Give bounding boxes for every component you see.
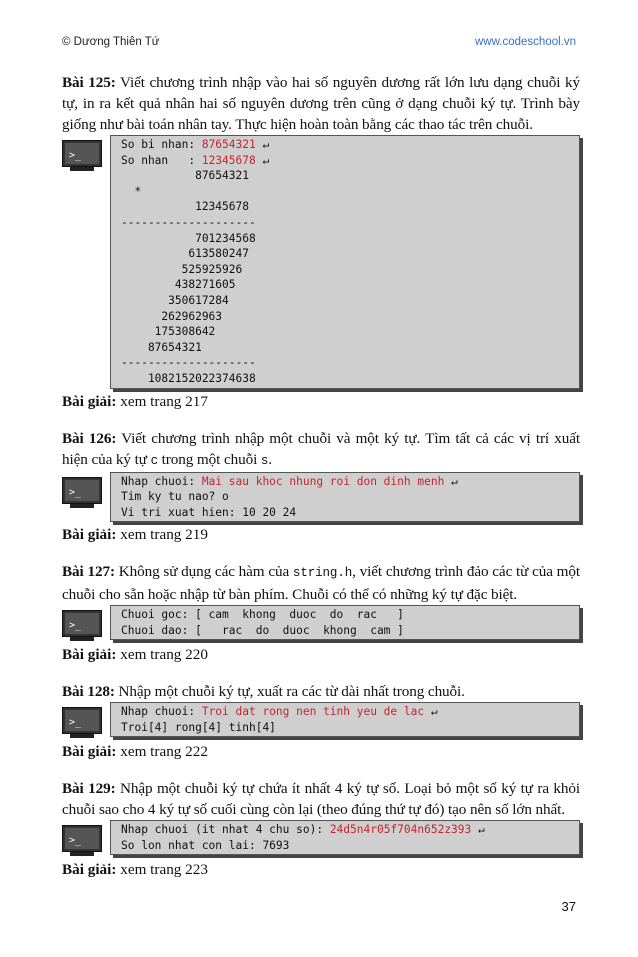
terminal-sample: [62, 605, 580, 642]
terminal-sample: [62, 702, 580, 739]
problem-statement: Bài 127: Không sử dụng các hàm của string.h, viết chương trình đảo các từ của một chuỗi cho sẵn hoặc nhập từ bàn phím. Chuỗi có thể có những ký tự đặc biệt.: [62, 563, 581, 604]
user-input-text: 12345678: [201, 153, 256, 167]
terminal-line: 1082152022374638: [121, 371, 256, 385]
solution-ref: Bài giải: xem trang 217: [62, 392, 208, 410]
terminal-output: [110, 135, 580, 389]
terminal-line: Tim ky tu nao? o: [121, 490, 229, 504]
svg-text:>_: >_: [69, 717, 82, 729]
terminal-line: 87654321: [121, 340, 202, 354]
terminal-line: Nhap chuoi: Troi dat rong nen tinh yeu de lac ↵: [121, 705, 438, 719]
solution-ref: Bài giải: xem trang 219: [62, 526, 208, 544]
user-input-text: Troi dat rong nen tinh yeu de lac: [201, 705, 425, 719]
svg-text:>_: >_: [69, 620, 82, 632]
terminal-sample: [62, 135, 580, 389]
enter-key-icon: ↵: [444, 474, 458, 488]
header-website-link[interactable]: www.codeschool.vn: [475, 36, 576, 48]
problem-statement: Bài 128: Nhập một chuỗi ký tự, xuất ra các từ dài nhất trong chuỗi.: [62, 683, 465, 701]
user-input-text: 24d5n4r05f704n652z393: [329, 823, 472, 837]
problem-127: [62, 561, 580, 665]
terminal-line: Nhap chuoi (it nhat 4 chu so): 24d5n4r05f704n652z393 ↵: [121, 823, 485, 837]
terminal-line: So lon nhat con lai: 7693: [121, 838, 290, 852]
svg-text:>_: >_: [69, 486, 82, 498]
enter-key-icon: ↵: [471, 823, 485, 837]
terminal-line: Nhap chuoi: Mai sau khoc nhung roi don dinh menh ↵: [121, 474, 458, 488]
solution-ref: Bài giải: xem trang 220: [62, 646, 208, 664]
problem-125: [62, 72, 580, 412]
terminal-icon: [62, 825, 102, 857]
terminal-line: 438271605: [121, 278, 236, 292]
terminal-line: 701234568: [121, 231, 256, 245]
problem-statement: Bài 125: Viết chương trình nhập vào hai số nguyên dương rất lớn lưu dạng chuỗi ký tự, in ra kết quả nhân hai số nguyên dương trên cũng ở dạng chuỗi ký tự. Trình bày giống như bài toán nhân tay. Thực hiện hoàn toàn bằng các thao tác trên chuỗi.: [62, 74, 580, 133]
terminal-line: --------------------: [121, 356, 256, 370]
terminal-line: So bi nhan: 87654321 ↵: [121, 138, 270, 151]
terminal-line: 613580247: [121, 247, 249, 261]
problem-statement: Bài 126: Viết chương trình nhập một chuỗi và một ký tự. Tìm tất cả các vị trí xuất hiện của ký tự c trong một chuỗi s.: [62, 429, 580, 468]
enter-key-icon: ↵: [255, 153, 270, 167]
terminal-line: Troi[4] rong[4] tinh[4]: [121, 720, 276, 734]
enter-key-icon: ↵: [255, 138, 270, 151]
svg-text:>_: >_: [69, 150, 82, 161]
problem-statement: Bài 129: Nhập một chuỗi ký tự chứa ít nhất 4 ký tự số. Loại bỏ một số ký tự ra khỏi chuỗi sao cho 4 ký tự số cuối cùng còn lại (theo đúng thứ tự đó) tạo nên số lớn nhất.: [62, 780, 581, 819]
terminal-output: [110, 605, 580, 640]
terminal-line: 262962963: [121, 309, 223, 323]
terminal-line: So nhan : 12345678 ↵: [121, 153, 270, 167]
terminal-line: Chuoi goc: [ cam khong duoc do rac ]: [121, 608, 404, 622]
problem-label: Bài 127:: [62, 563, 115, 581]
terminal-sample: [62, 472, 580, 523]
terminal-line: 525925926: [121, 262, 243, 276]
terminal-sample: [62, 820, 580, 857]
terminal-line: 12345678: [121, 200, 249, 214]
terminal-line: Vi tri xuat hien: 10 20 24: [121, 505, 297, 519]
problem-126: [62, 428, 580, 546]
terminal-line: *: [121, 184, 142, 198]
terminal-output: [110, 702, 580, 737]
solution-ref: Bài giải: xem trang 222: [62, 743, 208, 761]
problem-128: [62, 681, 580, 762]
problem-label: Bài 128:: [62, 683, 115, 701]
terminal-icon: [62, 707, 102, 739]
user-input-text: 87654321: [201, 138, 256, 151]
page-number: 37: [561, 899, 576, 914]
problem-label: Bài 126:: [62, 429, 117, 447]
terminal-icon: [62, 140, 102, 172]
enter-key-icon: ↵: [424, 705, 438, 719]
header-author: © Dương Thiên Tứ: [62, 36, 160, 48]
terminal-output: [110, 472, 580, 523]
user-input-text: Mai sau khoc nhung roi don dinh menh: [201, 474, 445, 488]
terminal-line: --------------------: [121, 215, 256, 229]
terminal-output: [110, 820, 580, 855]
page-content: [62, 72, 580, 880]
problem-label: Bài 129:: [62, 780, 116, 798]
terminal-icon: [62, 477, 102, 509]
terminal-icon: [62, 610, 102, 642]
terminal-line: 350617284: [121, 293, 229, 307]
svg-text:>_: >_: [69, 835, 82, 847]
solution-ref: Bài giải: xem trang 223: [62, 861, 208, 879]
problem-129: [62, 778, 580, 880]
terminal-line: Chuoi dao: [ rac do duoc khong cam ]: [121, 623, 404, 637]
terminal-line: 175308642: [121, 325, 216, 339]
terminal-line: 87654321: [121, 169, 249, 183]
problem-label: Bài 125:: [62, 74, 116, 91]
